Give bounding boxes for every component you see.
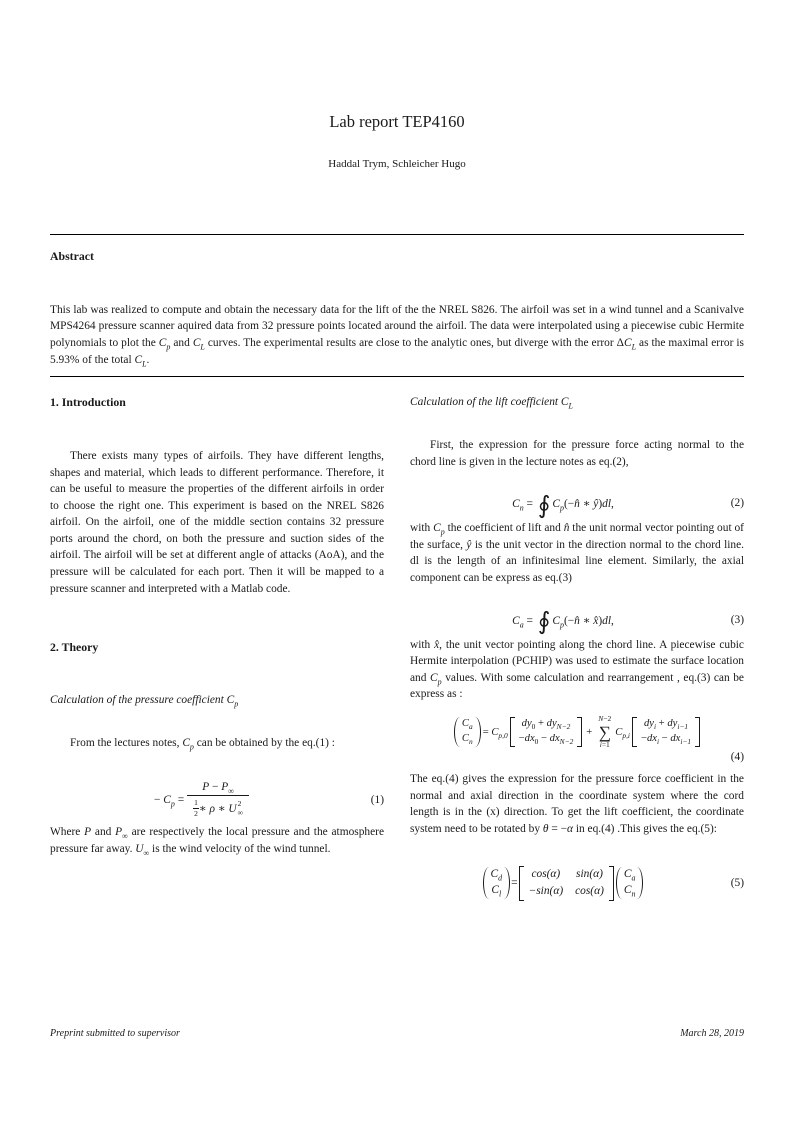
divider-above-abstract [50, 234, 744, 235]
paren-right [475, 717, 481, 747]
paren-left [454, 717, 460, 747]
eq4-equals-cp0: = $C_{p,0}$ [482, 726, 508, 740]
eq1-half-numerator: 1 [194, 798, 198, 808]
eq1-numerator: $P - P_\infty$ [202, 781, 234, 796]
eq5-rotation-matrix [519, 866, 614, 901]
eq5-matrix-r2c2: cos(α) [575, 884, 604, 897]
eq5-vector-ca-cn [616, 867, 644, 899]
eq4-sum-upper-limit: N−2 [598, 713, 612, 723]
eq4-vector-ca-cn [454, 717, 481, 747]
equation-1-label: (1) [370, 793, 384, 806]
eq1-u-superscript: 2 [237, 798, 242, 808]
bracket-right [695, 717, 700, 747]
eq4-summation [598, 715, 611, 749]
footer-preprint-note: Preprint submitted to supervisor [50, 1028, 180, 1039]
eq5-matrix-r1c1: cos(α) [531, 867, 561, 880]
eq1-fraction [187, 781, 249, 818]
eq4-matrix-1-column [518, 717, 575, 747]
equation-3-label: (3) [730, 613, 744, 626]
equation-1 [50, 781, 384, 818]
sigma-summation-icon: ∑ [598, 722, 611, 742]
paren-right [637, 867, 643, 899]
eq4-sum-lower-limit: i=1 [599, 739, 610, 749]
eq5-vector-1-bottom: $C_l$ [491, 884, 502, 899]
paper-authors: Haddal Trym, Schleicher Hugo [328, 157, 466, 170]
eq5-matrix-r1c2: sin(α) [576, 867, 603, 880]
bracket-left [632, 717, 637, 747]
eq4-matrix-2 [632, 717, 700, 747]
eq5-vector-2-column [624, 867, 636, 899]
eq4-matrix-2-row-1: $dy_i + dy_{i-1}$ [643, 718, 689, 732]
divider-below-abstract [50, 376, 744, 377]
subsection-pressure-coefficient: Calculation of the pressure coefficient $C_p$ [50, 693, 239, 709]
eq4-matrix-2-column [640, 717, 692, 747]
eq5-vector-2-top: $C_a$ [623, 868, 636, 883]
eq1-denominator [187, 795, 249, 818]
equation-2-body: $C_n$ = ∮ $C_p(-n̂$ ∗ ŷ)dl, [512, 492, 614, 519]
equation-3 [410, 608, 744, 635]
with-cp-paragraph: with $C_p$ the coefficient of lift and n̂ the unit normal vector pointing out of the surface, ŷ is the unit vector in the direction normal to the chord line. dl is the length of an infinitesimal line element. Similarly, the axial component can be express as eq.(3) [410, 522, 744, 584]
eq5-vector-2-bottom: $C_n$ [623, 884, 636, 899]
equation-5 [410, 866, 744, 901]
equation-5-body [410, 866, 716, 901]
pressure-coefficient-paragraph: From the lectures notes, $C_p$ can be obtained by the eq.(1) : [70, 736, 335, 752]
eq1-denominator-tail: ∗ ρ ∗ U [198, 803, 237, 816]
footer-date: March 28, 2019 [680, 1028, 744, 1039]
rotation-paragraph: The eq.(4) gives the expression for the pressure force coefficient in the normal and axial direction in the coordinate system where the cord length is in the (x) direction. To get the lift coefficient, the coordinate system need to be rotated by θ = −α in eq.(4) .This gives the eq.(5): [410, 773, 744, 835]
eq5-vector-1-column [491, 867, 503, 899]
two-column-body [50, 395, 744, 900]
left-column [50, 395, 384, 900]
eq4-vector-column [462, 717, 473, 747]
equation-5-label: (5) [730, 877, 744, 890]
eq1-u-subscript: ∞ [237, 808, 243, 818]
equation-4-body [410, 715, 744, 749]
footer [50, 1028, 744, 1039]
subsection-lift-coefficient: Calculation of the lift coefficient $C_L$ [410, 396, 573, 411]
paren-left [616, 867, 622, 899]
eq4-cpi: $C_{p,i}$ [615, 726, 630, 740]
equation-2 [410, 492, 744, 519]
paper-title: Lab report TEP4160 [329, 112, 465, 131]
bracket-left [510, 717, 515, 747]
with-x-paragraph: with x̂, the unit vector pointing along the chord line. A piecewise cubic Hermite interpolation (PCHIP) was used to estimate the surface location and $C_p$ values. With some calculation and rearrangement , eq.(3) can be express as : [410, 638, 744, 701]
equation-4-label-row [410, 751, 744, 763]
abstract-paragraph: This lab was realized to compute and obtain the necessary data for the lift of the the NREL S826. The airfoil was set in a wind tunnel and a Scanivalve MPS4264 pressure scanner aquired data from 32 pressure points located around the airfoil. The data were interpolated using a piecewise cubic Hermite polynomials to plot the $C_p$ and $C_L$ curves. The experimental results are close to the analytic ones, but diverge with the error $\Delta C_L$ as the maximal error is 5.93% of the total $C_L$. [50, 303, 744, 368]
eq5-vector-1-top: $C_d$ [490, 868, 503, 883]
equation-1-body [50, 781, 356, 818]
eq5-equals-sign: = [511, 877, 518, 890]
bracket-right [609, 866, 614, 901]
introduction-paragraph: There exists many types of airfoils. They have different lengths, shapes and material, which leads to different performance. Therefore, it can be useful to measure the properties of the different airfoils in order to choose the right one. This experiment is based on the NREL S826 airfoil. On the airfoil, one of the middle section contains 32 pressure ports around the chord, on both the pressure and suction sides of the airfoil. The airfoil will be set at different angle of attacks (AoA), and the pressure will be calculated for each port. Then it will be mapped to a pressure scanner and interpreted with a Matlab code. [50, 449, 384, 595]
eq5-matrix-r2c1: −sin(α) [528, 884, 564, 897]
eq4-matrix-1-row-1: $dy_0 + dy_{N-2}$ [521, 718, 571, 732]
where-paragraph: Where P and $P_\infty$ are respectively the local pressure and the atmosphere pressure far away. $U_\infty$ is the wind velocity of the wind tunnel. [50, 826, 384, 858]
eq1-u-supsub [238, 799, 243, 818]
paren-left [483, 867, 489, 899]
abstract-heading: Abstract [50, 248, 94, 263]
eq4-plus-sign: + [586, 726, 593, 738]
equation-3-body: $C_a$ = ∮ $C_p(-n̂$ ∗ x̂)dl, [512, 608, 614, 635]
eq4-matrix-1-row-2: $-dx_0 - dx_{N-2}$ [518, 733, 574, 747]
eq4-matrix-2-row-2: $-dx_i - dx_{i-1}$ [640, 733, 692, 747]
equation-2-label: (2) [730, 497, 744, 510]
equation-4-label: (4) [730, 751, 744, 764]
paren-right [504, 867, 510, 899]
section-heading-introduction: 1. Introduction [50, 395, 126, 410]
bracket-right [577, 717, 582, 747]
bracket-left [519, 866, 524, 901]
eq4-vector-top: $C_a$ [461, 718, 473, 732]
eq1-left-side: − $C_p$ = [154, 793, 185, 809]
eq5-vector-cd-cl [483, 867, 511, 899]
equation-4 [410, 715, 744, 763]
eq4-vector-bottom: $C_n$ [461, 733, 473, 747]
eq4-matrix-1 [510, 717, 583, 747]
right-column [410, 395, 744, 900]
eq5-matrix-grid [527, 866, 606, 901]
eq1-half-denominator: 2 [194, 808, 198, 818]
section-heading-theory: 2. Theory [50, 640, 99, 655]
first-expression-paragraph: First, the expression for the pressure force acting normal to the chord line is given in the lecture notes as eq.(2), [410, 439, 744, 468]
